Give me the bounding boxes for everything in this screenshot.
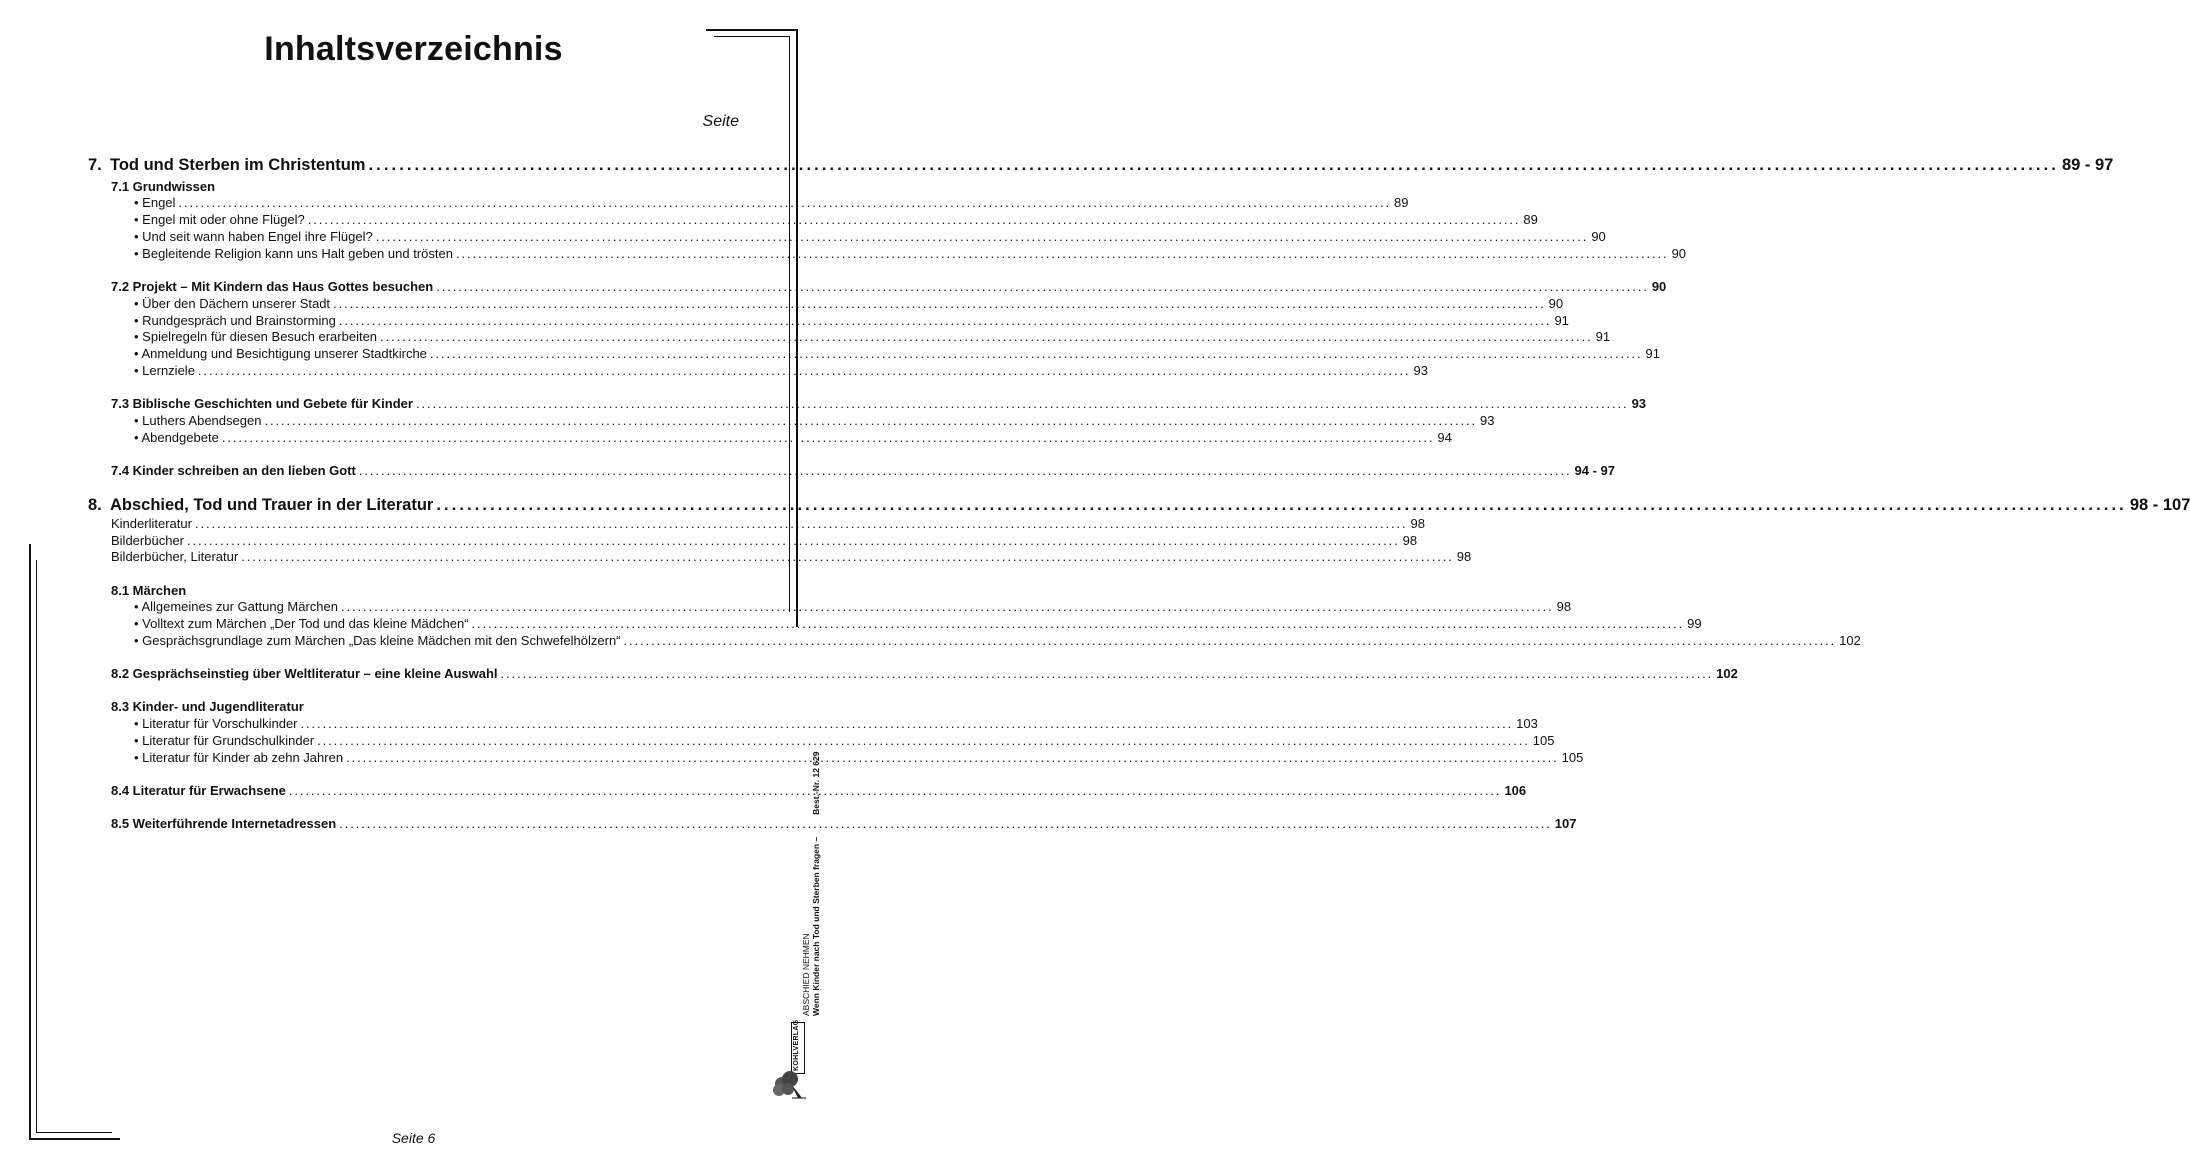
toc-page-number: 91 — [1595, 329, 1611, 344]
toc-entry-text: • Lernziele — [134, 363, 195, 378]
toc-dot-leader: ............................................................................................................................................................................................................................ — [436, 279, 1649, 294]
toc-dot-leader: ............................................................................................................................................................................................................................ — [241, 549, 1454, 564]
toc-page-number: 93 — [1413, 363, 1428, 378]
toc-dot-leader: ............................................................................................................................................................................................................................ — [455, 246, 1669, 261]
toc-page-number: 89 - 97 — [2061, 156, 2114, 174]
toc-entry-text: • Gesprächsgrundlage zum Märchen „Das kleine Mädchen mit den Schwefelhölzern“ — [134, 633, 621, 648]
side-imprint-order-number: Best.-Nr. 12 629 — [811, 751, 821, 815]
toc-entry-label — [111, 665, 498, 682]
page-title: Inhaltsverzeichnis — [264, 30, 563, 68]
toc-page-number: 107 — [1554, 816, 1577, 831]
toc-entry-label — [134, 328, 377, 345]
toc-dot-leader: ............................................................................................................................................................................................................................ — [317, 733, 1530, 748]
toc-entry-text: Bilderbücher — [111, 533, 184, 548]
toc-entry-text: • Luthers Abendsegen — [134, 413, 262, 428]
side-imprint — [801, 752, 821, 1016]
toc-entry-text: Abschied, Tod und Trauer in der Literatur — [110, 496, 434, 514]
toc-page-number: 91 — [1554, 313, 1569, 328]
toc-entry-text: • Anmeldung und Besichtigung unserer Stadtkirche — [134, 346, 427, 361]
toc-entry-text: 8.1 Märchen — [111, 583, 187, 598]
side-imprint-title: ABSCHIED NEHMEN — [801, 933, 811, 1016]
toc-entry-text: • Volltext zum Märchen „Der Tod und das kleine Mädchen“ — [134, 616, 469, 631]
toc-dot-leader: ............................................................................................................................................................................................................................ — [380, 329, 1593, 344]
toc-entry-text: 7.1 Grundwissen — [111, 179, 216, 194]
toc-entry-text: • Abendgebete — [134, 430, 219, 445]
toc-entry-text: Kinderliteratur — [111, 516, 192, 531]
toc-section-row — [111, 782, 1527, 799]
toc-item-row — [134, 412, 1495, 429]
toc-entry-text: • Engel mit oder ohne Flügel? — [134, 212, 305, 227]
toc-page-number: 93 — [1480, 413, 1495, 428]
toc-entry-text: • Rundgespräch und Brainstorming — [134, 313, 336, 328]
toc-page-number: 99 — [1687, 616, 1702, 631]
toc-dot-leader: ............................................................................................................................................................................................................................ — [339, 816, 1552, 831]
toc-page-number: 98 — [1456, 549, 1472, 564]
toc-entry-label — [134, 749, 343, 766]
toc-dot-leader: ............................................................................................................................................................................................................................ — [429, 346, 1643, 361]
toc-page-number: 93 — [1631, 396, 1647, 411]
toc-entry-label — [111, 815, 336, 832]
toc-entry-text: • Allgemeines zur Gattung Märchen — [134, 599, 338, 614]
toc-section-row — [111, 462, 1615, 479]
toc-dot-leader: ............................................................................................................................................................................................................................ — [197, 363, 1411, 378]
toc-page-number: 90 — [1591, 229, 1606, 244]
toc-page-number: 102 — [1716, 666, 1738, 681]
toc-dot-leader: ............................................................................................................................................................................................................................ — [375, 229, 1589, 244]
toc-section-row — [111, 698, 739, 715]
toc-entry-text: • Engel — [134, 195, 176, 210]
toc-chapter-number: 7. — [88, 156, 102, 174]
toc-dot-leader: ............................................................................................................................................................................................................................ — [187, 533, 1400, 548]
toc-entry-label — [111, 582, 186, 599]
toc-page-number: 90 — [1671, 246, 1687, 261]
toc-page-number: 98 — [1402, 533, 1418, 548]
toc-entry-label — [111, 515, 192, 532]
toc-plain-row — [111, 515, 1426, 532]
toc-dot-leader: ............................................................................................................................................................................................................................ — [436, 496, 2127, 514]
toc-dot-leader: ............................................................................................................................................................................................................................ — [346, 750, 1559, 765]
toc-item-row — [134, 732, 1555, 749]
toc-entry-text: • Über den Dächern unserer Stadt — [134, 296, 331, 311]
toc-dot-leader: ............................................................................................................................................................................................................................ — [368, 156, 2059, 174]
toc-entry-text: • Literatur für Grundschulkinder — [134, 733, 315, 748]
toc-dot-leader: ............................................................................................................................................................................................................................ — [264, 413, 1478, 428]
toc-page-number: 91 — [1645, 346, 1660, 361]
toc-page-number: 89 — [1523, 212, 1538, 227]
toc-entry-text: 8.2 Gesprächseinstieg über Weltliteratur – eine kleine Auswahl — [111, 666, 498, 681]
toc-page-number: 102 — [1839, 633, 1861, 648]
toc-page-number: 103 — [1516, 716, 1538, 731]
toc-page-number: 105 — [1561, 750, 1584, 765]
toc-dot-leader: ............................................................................................................................................................................................................................ — [300, 716, 1514, 731]
toc-entry-label — [134, 715, 298, 732]
toc-section-row — [111, 582, 739, 599]
toc-entry-label — [134, 228, 373, 245]
toc-item-row — [134, 295, 1564, 312]
toc-plain-row — [111, 532, 1418, 549]
toc-entry-text: 7.2 Projekt – Mit Kindern das Haus Gottes besuchen — [111, 279, 434, 294]
toc-chapter-row — [88, 155, 2114, 175]
toc-page-number: 98 — [1410, 516, 1426, 531]
toc-dot-leader: ............................................................................................................................................................................................................................ — [623, 633, 1837, 648]
toc-entry-text: • Literatur für Kinder ab zehn Jahren — [134, 750, 344, 765]
toc-dot-leader: ............................................................................................................................................................................................................................ — [338, 313, 1552, 328]
publisher-logo-text: KOHLVERLAG — [793, 1019, 800, 1071]
toc-entry-label — [134, 295, 330, 312]
toc-item-row — [134, 345, 1660, 362]
toc-entry-text: 7.3 Biblische Geschichten und Gebete für Kinder — [111, 396, 413, 411]
toc-item-row — [134, 362, 1428, 379]
toc-chapter-number: 8. — [88, 496, 102, 514]
toc-entry-text: Tod und Sterben im Christentum — [110, 156, 366, 174]
toc-dot-leader: ............................................................................................................................................................................................................................ — [307, 212, 1521, 227]
toc-entry-text: Bilderbücher, Literatur — [111, 549, 239, 564]
toc-item-row — [134, 632, 1861, 649]
toc-page-number: 94 — [1437, 430, 1452, 445]
toc-dot-leader: ............................................................................................................................................................................................................................ — [194, 516, 1408, 531]
toc-dot-leader: ............................................................................................................................................................................................................................ — [471, 616, 1685, 631]
toc-entry-label — [134, 345, 427, 362]
tree-logo-icon — [770, 1068, 808, 1100]
toc-entry-label — [111, 782, 286, 799]
toc-dot-leader: ............................................................................................................................................................................................................................ — [333, 296, 1546, 311]
toc-entry-label — [134, 362, 195, 379]
toc-item-row — [134, 598, 1572, 615]
toc-entry-label — [111, 462, 356, 479]
toc-entry-label — [134, 632, 621, 649]
toc-dot-leader: ............................................................................................................................................................................................................................ — [500, 666, 1714, 681]
toc-item-row — [134, 429, 1452, 446]
side-imprint-subtitle: Wenn Kinder nach Tod und Sterben fragen – — [811, 836, 821, 1016]
toc-dot-leader: ............................................................................................................................................................................................................................ — [288, 783, 1502, 798]
page-column-header: Seite — [702, 113, 739, 130]
toc-plain-row — [111, 548, 1472, 565]
toc-item-row — [134, 328, 1611, 345]
toc-page-number: 89 — [1394, 195, 1409, 210]
toc-item-row — [134, 211, 1538, 228]
toc-entry-label — [134, 429, 219, 446]
toc-chapter-row — [88, 495, 2190, 515]
toc-entry-label — [134, 194, 175, 211]
toc-section-row — [111, 278, 1667, 295]
toc-entry-label — [134, 412, 261, 429]
toc-entry-label — [88, 495, 433, 515]
toc-entry-label — [111, 395, 413, 412]
toc-entry-label — [134, 732, 314, 749]
toc-section-row — [111, 395, 1647, 412]
toc-entry-text: • Begleitende Religion kann uns Halt geben und trösten — [134, 246, 453, 261]
toc-entry-text: • Spielregeln für diesen Besuch erarbeiten — [134, 329, 378, 344]
toc-entry-text: 8.4 Literatur für Erwachsene — [111, 783, 286, 798]
toc-item-row — [134, 749, 1584, 766]
page-footer: Seite 6 — [391, 1130, 436, 1146]
toc-entry-text: • Literatur für Vorschulkinder — [134, 716, 298, 731]
toc-entry-label — [111, 698, 304, 715]
toc-page-number: 106 — [1504, 783, 1527, 798]
toc-page-number: 94 - 97 — [1574, 463, 1615, 478]
toc-entry-label — [134, 211, 305, 228]
toc-entry-label — [134, 615, 469, 632]
toc-entry-label — [111, 278, 433, 295]
toc-dot-leader: ............................................................................................................................................................................................................................ — [415, 396, 1629, 411]
toc-page-number: 90 — [1651, 279, 1667, 294]
publisher-logo — [791, 1019, 805, 1074]
toc-item-row — [134, 228, 1606, 245]
toc-entry-label — [111, 548, 238, 565]
toc-item-row — [134, 194, 1409, 211]
toc-section-row — [111, 665, 1738, 682]
toc-page-number: 98 - 107 — [2129, 496, 2190, 514]
toc-entry-label — [111, 532, 184, 549]
toc-entry-label — [134, 312, 336, 329]
toc-entry-text: 7.4 Kinder schreiben an den lieben Gott — [111, 463, 356, 478]
toc-page-number: 105 — [1532, 733, 1555, 748]
toc-entry-text: 8.5 Weiterführende Internetadressen — [111, 816, 337, 831]
toc-item-row — [134, 615, 1702, 632]
toc-item-row — [134, 715, 1538, 732]
toc-entry-label — [134, 598, 338, 615]
toc-dot-leader: ............................................................................................................................................................................................................................ — [221, 430, 1435, 445]
toc-item-row — [134, 312, 1569, 329]
toc-section-row — [111, 178, 739, 195]
toc-entry-label — [111, 178, 215, 195]
toc-section-row — [111, 815, 1577, 832]
toc-dot-leader: ............................................................................................................................................................................................................................ — [341, 599, 1554, 614]
toc-entry-text: 8.3 Kinder- und Jugendliteratur — [111, 699, 304, 714]
toc-entry-label — [134, 245, 453, 262]
toc-entry-label — [88, 155, 365, 175]
toc-page-number: 90 — [1548, 296, 1564, 311]
toc-item-row — [134, 245, 1687, 262]
toc-dot-leader: ............................................................................................................................................................................................................................ — [358, 463, 1572, 478]
toc-page-number: 98 — [1556, 599, 1572, 614]
toc-entry-text: • Und seit wann haben Engel ihre Flügel? — [134, 229, 373, 244]
toc-dot-leader: ............................................................................................................................................................................................................................ — [178, 195, 1392, 210]
